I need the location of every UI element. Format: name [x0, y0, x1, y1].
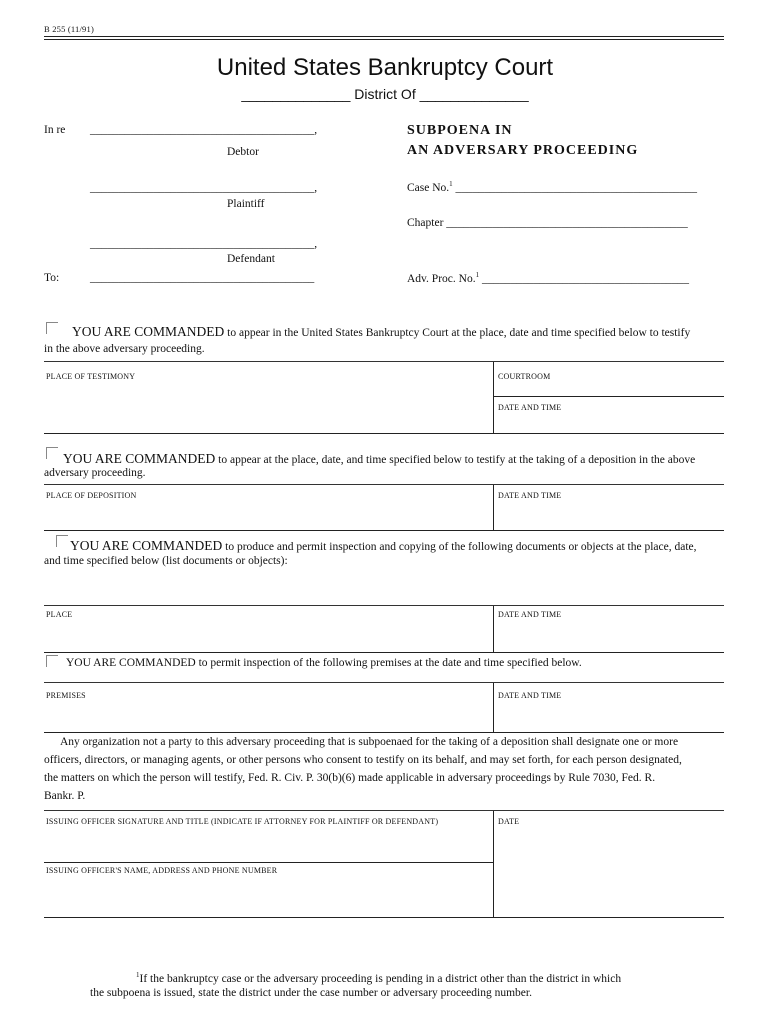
doc-title-line2: AN ADVERSARY PROCEEDING [407, 143, 639, 158]
section4-datetime-label: DATE AND TIME [498, 691, 562, 700]
chapter-blank: __________________________________________ [446, 217, 688, 229]
section4-text-a: to permit inspection of the following premises at the date and time specified below. [195, 657, 582, 669]
defendant-label: Defendant [227, 253, 275, 265]
section3-bottom-rule [44, 652, 724, 653]
section2-text-a: to appear at the place, date, and time specified below to testify at the taking of a deposition in the above [215, 454, 696, 466]
issuing-date-label: DATE [498, 817, 520, 826]
section4-top-rule [44, 682, 724, 683]
defendant-blank[interactable]: _______________________________________, [90, 238, 318, 250]
section1-line1 [72, 324, 690, 340]
issuing-name-label: ISSUING OFFICER'S NAME, ADDRESS AND PHONE NUMBER [46, 866, 278, 875]
documents-checkbox[interactable] [56, 535, 68, 547]
issuing-top-rule [44, 810, 724, 811]
place-of-testimony-label: PLACE OF TESTIMONY [46, 372, 136, 381]
issuing-middle-rule [44, 862, 494, 863]
header-rule [44, 36, 724, 37]
section2-top-rule [44, 484, 724, 485]
section2-line1 [63, 451, 695, 467]
footnote-line1 [136, 971, 621, 985]
in-re-label: In re [44, 124, 66, 136]
section3-text-a: to produce and permit inspection and copying of the following documents or objects at the place, date, [222, 541, 697, 553]
section2-bottom-rule [44, 530, 724, 531]
testimony-checkbox[interactable] [46, 322, 58, 334]
place-of-deposition-label: PLACE OF DEPOSITION [46, 491, 137, 500]
section1-text-b: in the above adversary proceeding. [44, 343, 205, 355]
debtor-label: Debtor [227, 146, 259, 158]
section2-commanded: YOU ARE COMMANDED [63, 451, 216, 466]
adv-proc-no-blank: ____________________________________ [481, 272, 689, 285]
issuing-divider [493, 811, 494, 917]
issuing-signature-label: ISSUING OFFICER SIGNATURE AND TITLE (INDICATE IF ATTORNEY FOR PLAINTIFF OR DEFENDANT) [46, 817, 439, 826]
notice-line-4: Bankr. P. [44, 790, 86, 802]
section4-bottom-rule [44, 732, 724, 733]
plaintiff-label: Plaintiff [227, 198, 265, 210]
case-no-field[interactable] [407, 180, 697, 194]
section1-top-rule [44, 361, 724, 362]
notice-line-3: the matters on which the person will testify, Fed. R. Civ. P. 30(b)(6) made applicable in adversary proceedings by Rule 7030, Fed. R. [44, 772, 656, 784]
chapter-field[interactable] [407, 217, 688, 229]
form-number: B 255 (11/91) [44, 24, 94, 34]
section2-text-b: adversary proceeding. [44, 467, 146, 479]
case-no-label: Case No. [407, 181, 450, 194]
section3-divider [493, 606, 494, 653]
header-rule-2 [44, 39, 724, 40]
adv-proc-no-field[interactable] [407, 271, 689, 285]
section2-datetime-label: DATE AND TIME [498, 491, 562, 500]
section3-line1 [70, 538, 697, 554]
adv-proc-no-footnote-mark: 1 [475, 271, 480, 279]
section1-text-a: to appear in the United States Bankruptcy Court at the place, date and time specified below to testify [224, 327, 691, 339]
notice-line-1: Any organization not a party to this adversary proceeding that is subpoenaed for the taking of a deposition shall designate one or more [60, 736, 679, 748]
section4-divider [493, 683, 494, 733]
case-no-blank: __________________________________________ [455, 181, 698, 194]
to-blank[interactable]: _______________________________________ [90, 272, 315, 284]
courtroom-bottom-rule [493, 396, 724, 397]
section1-datetime-label: DATE AND TIME [498, 403, 562, 412]
section3-top-rule [44, 605, 724, 606]
premises-checkbox[interactable] [46, 655, 58, 667]
plaintiff-blank[interactable]: _______________________________________, [90, 182, 318, 194]
section1-commanded: YOU ARE COMMANDED [72, 324, 225, 339]
section4-line1 [66, 657, 582, 669]
section4-commanded: YOU ARE COMMANDED [66, 657, 196, 669]
case-no-footnote-mark: 1 [449, 180, 453, 188]
premises-label: PREMISES [46, 691, 86, 700]
doc-title-line1: SUBPOENA IN [407, 123, 513, 138]
debtor-blank[interactable]: _______________________________________, [90, 124, 318, 136]
footnote-line2: the subpoena is issued, state the district under the case number or adversary proceeding number. [90, 987, 532, 999]
issuing-bottom-rule [44, 917, 724, 918]
place-label: PLACE [46, 610, 73, 619]
section1-bottom-rule [44, 433, 724, 434]
notice-line-2: officers, directors, or managing agents, or other persons who consent to testify on its behalf, and may set forth, for each person designated, [44, 754, 682, 766]
section3-text-b: and time specified below (list documents or objects): [44, 555, 288, 567]
section3-commanded: YOU ARE COMMANDED [70, 538, 223, 553]
footnote-text-1: If the bankruptcy case or the adversary proceeding is pending in a district other than the district in which [139, 972, 622, 985]
section3-datetime-label: DATE AND TIME [498, 610, 562, 619]
to-label: To: [44, 272, 60, 284]
section1-divider [493, 362, 494, 434]
court-title: United States Bankruptcy Court [216, 54, 554, 81]
section2-divider [493, 485, 494, 531]
deposition-checkbox[interactable] [46, 447, 58, 459]
chapter-label: Chapter [407, 217, 444, 229]
footnote-mark: 1 [136, 971, 140, 979]
courtroom-label: COURTROOM [498, 372, 551, 381]
adv-proc-no-label: Adv. Proc. No. [407, 272, 476, 285]
district-line: ______________ District Of ______________ [241, 86, 529, 102]
